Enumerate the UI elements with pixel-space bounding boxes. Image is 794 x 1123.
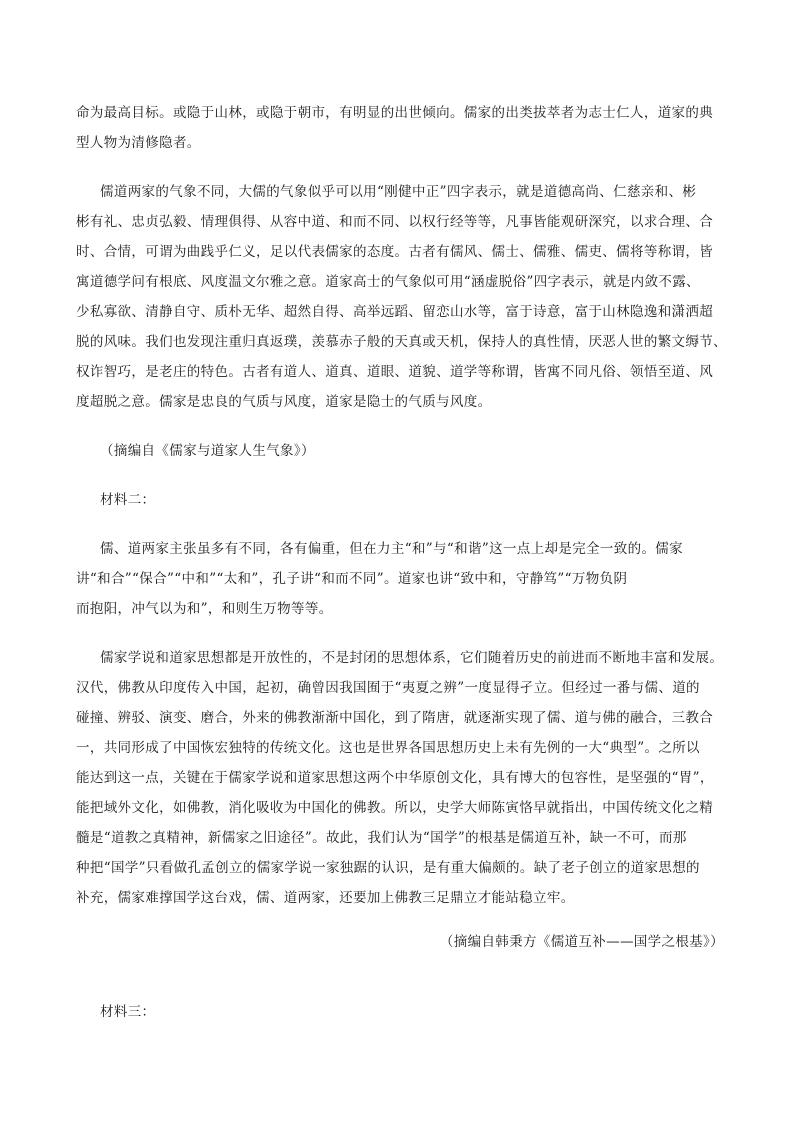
paragraph-1-line-2: 型人物为清修隐者。 [76, 135, 201, 151]
paragraph-2-line-1: 儒道两家的气象不同，大儒的气象似乎可以用“刚健中正”四字表示，就是道德高尚、仁慈亲和、彬 [100, 184, 697, 200]
paragraph-2-line-7: 权诈智巧，是老庄的特色。古者有道人、道真、道眼、道貌、道学等称谓，皆寓不同凡俗、领悟至道、风 [76, 364, 714, 380]
source-citation-1: （摘编自《儒家与道家人生气象》） [100, 443, 315, 459]
paragraph-3-line-2: 讲“和合”“保合”“中和”“太和”，孔子讲“和而不同”。道家也讲“致中和，守静笃”“万物负阴 [76, 571, 628, 587]
paragraph-4-line-3: 碰撞、辨驳、演变、磨合，外来的佛教渐渐中国化，到了隋唐，就逐渐实现了儒、道与佛的融合，三教合 [76, 710, 714, 726]
paragraph-3-line-1: 儒、道两家主张虽多有不同，各有偏重，但在力主“和”与“和谐”这一点上却是完全一致的。儒家 [100, 541, 684, 557]
paragraph-2-line-5: 少私寡欲、清静自守、质朴无华、超然自得、高举远蹈、留恋山水等，富于诗意，富于山林隐逸和潇洒超 [76, 304, 714, 320]
paragraph-4-line-1: 儒家学说和道家思想都是开放性的，不是封闭的思想体系，它们随着历史的前进而不断地丰富和发展。 [100, 650, 724, 666]
paragraph-4-line-5: 能达到这一点，关键在于儒家学说和道家思想这两个中华原创文化，具有博大的包容性，是坚强的“胃”， [76, 770, 714, 786]
paragraph-4-line-6: 能把域外文化，如佛教，消化吸收为中国化的佛教。所以，史学大师陈寅恪早就指出，中国传统文化之精 [76, 800, 714, 816]
paragraph-4-line-2: 汉代，佛教从印度传入中国，起初，确曾因我国囿于“夷夏之辨”一度显得孑立。但经过一番与儒、道的 [76, 680, 700, 696]
material-2-label: 材料二： [100, 492, 156, 508]
paragraph-2-line-3: 时、合情，可谓为曲践乎仁义，足以代表儒家的态度。古者有儒风、儒士、儒雅、儒吏、儒将等称谓，皆 [76, 244, 714, 260]
paragraph-2-line-6: 脱的风味。我们也发现注重归真返璞，羡慕赤子般的天真或天机，保持人的真性情，厌恶人世的繁文缛节、 [76, 334, 727, 350]
source-citation-2: （摘编自韩秉方《儒道互补——国学之根基》） [439, 934, 724, 950]
paragraph-4-line-8: 种把“国学”只看做孔孟创立的儒家学说一家独踞的认识，是有重大偏颇的。缺了老子创立的道家思想的 [76, 860, 700, 876]
material-3-label: 材料三： [100, 1004, 156, 1020]
paragraph-1-line-1: 命为最高目标。或隐于山林，或隐于朝市，有明显的出世倾向。儒家的出类拔萃者为志士仁人，道家的典 [76, 105, 714, 121]
paragraph-4-line-7: 髓是“道教之真精神，新儒家之旧途径”。故此，我们认为“国学”的根基是儒道互补，缺一不可，而那 [76, 830, 687, 846]
paragraph-4-line-4: 一，共同形成了中国恢宏独特的传统文化。这也是世界各国思想历史上未有先例的一大“典型”。之所以 [76, 740, 700, 756]
paragraph-2-line-2: 彬有礼、忠贞弘毅、情理俱得、从容中道、和而不同、以权行经等等，凡事皆能观研深究，以求合理、合 [76, 214, 714, 230]
paragraph-3-line-3: 而抱阳，冲气以为和”，和则生万物等等。 [76, 601, 333, 617]
paragraph-2-line-8: 度超脱之意。儒家是忠良的气质与风度，道家是隐士的气质与风度。 [76, 394, 492, 410]
paragraph-2-line-4: 寓道德学问有根底、风度温文尔雅之意。道家高士的气象似可用“涵虚脱俗”四字表示，就是内敛不露、 [76, 274, 700, 290]
paragraph-4-line-9: 补充，儒家难撑国学这台戏，儒、道两家，还要加上佛教三足鼎立才能站稳立牢。 [76, 890, 575, 906]
